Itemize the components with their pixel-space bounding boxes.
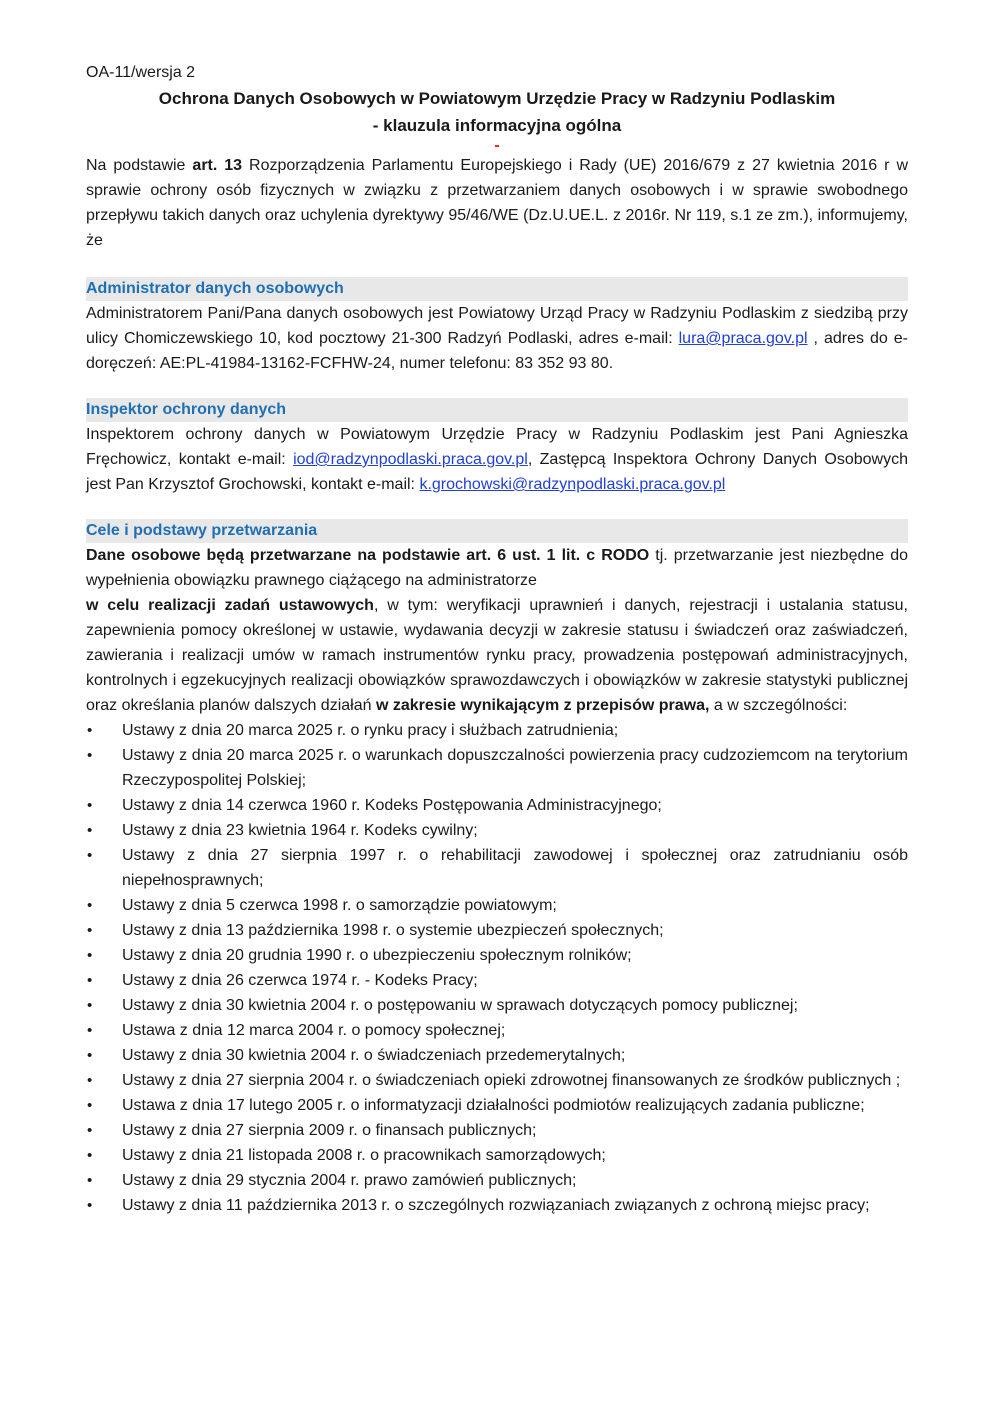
bullet-icon: • — [87, 1072, 93, 1089]
administrator-paragraph — [86, 301, 908, 376]
inspector-text-2: , Zastępcą Inspektora Ochrony Danych Osobowych jest Pan Krzysztof Grochowski, kontakt e-mail: — [86, 451, 908, 493]
list-item — [86, 918, 908, 943]
list-item — [86, 718, 908, 743]
document-subtitle: - klauzula informacyjna ogólna — [372, 116, 622, 135]
bullet-icon: • — [87, 922, 93, 939]
purposes-text-1: tj. przetwarzanie jest niezbędne do wypełnienia obowiązku prawnego ciążącego na administratorze — [86, 547, 909, 589]
section-heading-inspector: Inspektor ochrony danych — [86, 398, 908, 422]
document-title: Ochrona Danych Osobowych w Powiatowym Urzędzie Pracy w Radzyniu Podlaskim — [158, 89, 836, 108]
bullet-icon: • — [87, 947, 93, 964]
bullet-icon: • — [87, 1122, 93, 1139]
intro-text-2: Rozporządzenia Parlamentu Europejskiego i Rady (UE) 2016/679 z 27 kwietnia 2016 r w sprawie ochrony osób fizycznych w związku z przetwarzaniem danych osobowych i w sprawie swobodnego przepływu takich danych oraz uchylenia dyrektywy 95/46/WE (Dz.U.UE.L. z 2016r. Nr 119, s.1 ze zm.), informujemy, że — [86, 157, 909, 249]
document-body — [86, 60, 908, 1218]
list-item-text: Ustawy z dnia 30 kwietnia 2004 r. o świadczeniach przedemerytalnych; — [122, 1047, 626, 1064]
purposes-paragraph-1 — [86, 543, 908, 593]
list-item — [86, 1093, 908, 1118]
inspector-paragraph — [86, 422, 908, 497]
purposes-legal-basis: Dane osobowe będą przetwarzane na podstawie art. 6 ust. 1 lit. c RODO — [86, 547, 650, 564]
list-item-text: Ustawy z dnia 23 kwietnia 1964 r. Kodeks cywilny; — [122, 822, 478, 839]
administrator-text-1: Administratorem Pani/Pana danych osobowych jest Powiatowy Urząd Pracy w Radzyniu Podlaskim z siedzibą przy ulicy Chomiczewskiego 10, kod pocztowy 21-300 Radzyń Podlaski, adres e-mail: — [86, 305, 908, 347]
list-item — [86, 1043, 908, 1068]
list-item-text: Ustawy z dnia 20 marca 2025 r. o rynku pracy i służbach zatrudnienia; — [122, 722, 619, 739]
list-item-text: Ustawy z dnia 26 czerwca 1974 r. - Kodeks Pracy; — [122, 972, 478, 989]
list-item-text: Ustawy z dnia 30 kwietnia 2004 r. o postępowaniu w sprawach dotyczących pomocy publicznej; — [122, 997, 798, 1014]
purposes-statutory-tasks: w celu realizacji zadań ustawowych — [86, 597, 374, 614]
list-item-text: Ustawy z dnia 20 grudnia 1990 r. o ubezpieczeniu społecznym rolników; — [122, 947, 632, 964]
list-item — [86, 1118, 908, 1143]
list-item — [86, 1193, 908, 1218]
list-item — [86, 893, 908, 918]
list-item — [86, 1168, 908, 1193]
inspector-email-link[interactable]: iod@radzynpodlaski.praca.gov.pl — [293, 451, 528, 468]
deputy-inspector-email-link[interactable]: k.grochowski@radzynpodlaski.praca.gov.pl — [419, 476, 726, 493]
list-item-text: Ustawy z dnia 27 sierpnia 2004 r. o świadczeniach opieki zdrowotnej finansowanych ze środków publicznych ; — [122, 1072, 901, 1089]
list-item-text: Ustawy z dnia 14 czerwca 1960 r. Kodeks Postępowania Administracyjnego; — [122, 797, 662, 814]
list-item — [86, 843, 908, 893]
intro-article: art. 13 — [192, 157, 243, 174]
section-heading-purposes: Cele i podstawy przetwarzania — [86, 519, 908, 543]
bullet-icon: • — [87, 1197, 93, 1214]
list-item-text: Ustawy z dnia 20 marca 2025 r. o warunkach dopuszczalności powierzenia pracy cudzoziemcom na terytorium Rzeczypospolitej Polskiej; — [122, 747, 908, 789]
document-code: OA-11/wersja 2 — [86, 64, 196, 81]
list-item — [86, 1068, 908, 1093]
administrator-text-2: , adres do e-doręczeń: AE:PL-41984-13162-FCFHW-24, numer telefonu: 83 352 93 80. — [86, 330, 908, 372]
list-item — [86, 743, 908, 793]
purposes-text-2: , w tym: weryfikacji uprawnień i danych, rejestracji i ustalania statusu, zapewnienia pomocy określonej w ustawie, wydawania decyzji w zakresie statusu i świadczeń oraz zaświadczeń, zawierania i realizacji umów w ramach instrumentów rynku pracy, prowadzenia postępowań administracyjnych, kontrolnych i egzekucyjnych realizacji obowiązków sprawozdawczych i obowiązków w zakresie statystyki publicznej oraz określania planów dalszych działań — [86, 597, 908, 714]
purposes-paragraph-2 — [86, 593, 908, 718]
list-item-text: Ustawa z dnia 17 lutego 2005 r. o informatyzacji działalności podmiotów realizujących zadania publiczne; — [122, 1097, 865, 1114]
list-item — [86, 993, 908, 1018]
list-item — [86, 943, 908, 968]
bullet-icon: • — [87, 1047, 93, 1064]
bullet-icon: • — [87, 1097, 93, 1114]
intro-text-1: Na podstawie — [86, 157, 193, 174]
inspector-text-1: Inspektorem ochrony danych w Powiatowym Urzędzie Pracy w Radzyniu Podlaskim jest Pani Agnieszka Fręchowicz, kontakt e-mail: — [86, 426, 908, 468]
list-item — [86, 1143, 908, 1168]
bullet-icon: • — [87, 747, 93, 764]
bullet-icon: • — [87, 1172, 93, 1189]
bullet-icon: • — [87, 822, 93, 839]
administrator-email-link[interactable]: lura@praca.gov.pl — [678, 330, 808, 347]
intro-paragraph — [86, 153, 908, 253]
purposes-text-3: a w szczególności: — [709, 697, 848, 714]
bullet-icon: • — [87, 1022, 93, 1039]
bullet-icon: • — [87, 972, 93, 989]
list-item — [86, 968, 908, 993]
list-item-text: Ustawy z dnia 21 listopada 2008 r. o pracownikach samorządowych; — [122, 1147, 606, 1164]
list-item-text: Ustawy z dnia 13 października 1998 r. o systemie ubezpieczeń społecznych; — [122, 922, 664, 939]
red-dash-mark: - — [494, 137, 500, 154]
bullet-icon: • — [87, 797, 93, 814]
list-item — [86, 818, 908, 843]
list-item-text: Ustawy z dnia 11 października 2013 r. o szczególnych rozwiązaniach związanych z ochroną miejsc pracy; — [122, 1197, 870, 1214]
list-item-text: Ustawy z dnia 5 czerwca 1998 r. o samorządzie powiatowym; — [122, 897, 557, 914]
bullet-icon: • — [87, 997, 93, 1014]
bullet-icon: • — [87, 897, 93, 914]
list-item — [86, 793, 908, 818]
list-item-text: Ustawy z dnia 27 sierpnia 1997 r. o rehabilitacji zawodowej i społecznej oraz zatrudnianiu osób niepełnosprawnych; — [122, 847, 908, 889]
laws-list — [86, 718, 908, 1218]
list-item-text: Ustawy z dnia 27 sierpnia 2009 r. o finansach publicznych; — [122, 1122, 537, 1139]
list-item — [86, 1018, 908, 1043]
purposes-law-scope: w zakresie wynikającym z przepisów prawa, — [375, 697, 710, 714]
bullet-icon: • — [87, 1147, 93, 1164]
bullet-icon: • — [87, 847, 93, 864]
list-item-text: Ustawy z dnia 29 stycznia 2004 r. prawo zamówień publicznych; — [122, 1172, 577, 1189]
section-heading-administrator: Administrator danych osobowych — [86, 277, 908, 301]
bullet-icon: • — [87, 722, 93, 739]
list-item-text: Ustawa z dnia 12 marca 2004 r. o pomocy społecznej; — [122, 1022, 506, 1039]
